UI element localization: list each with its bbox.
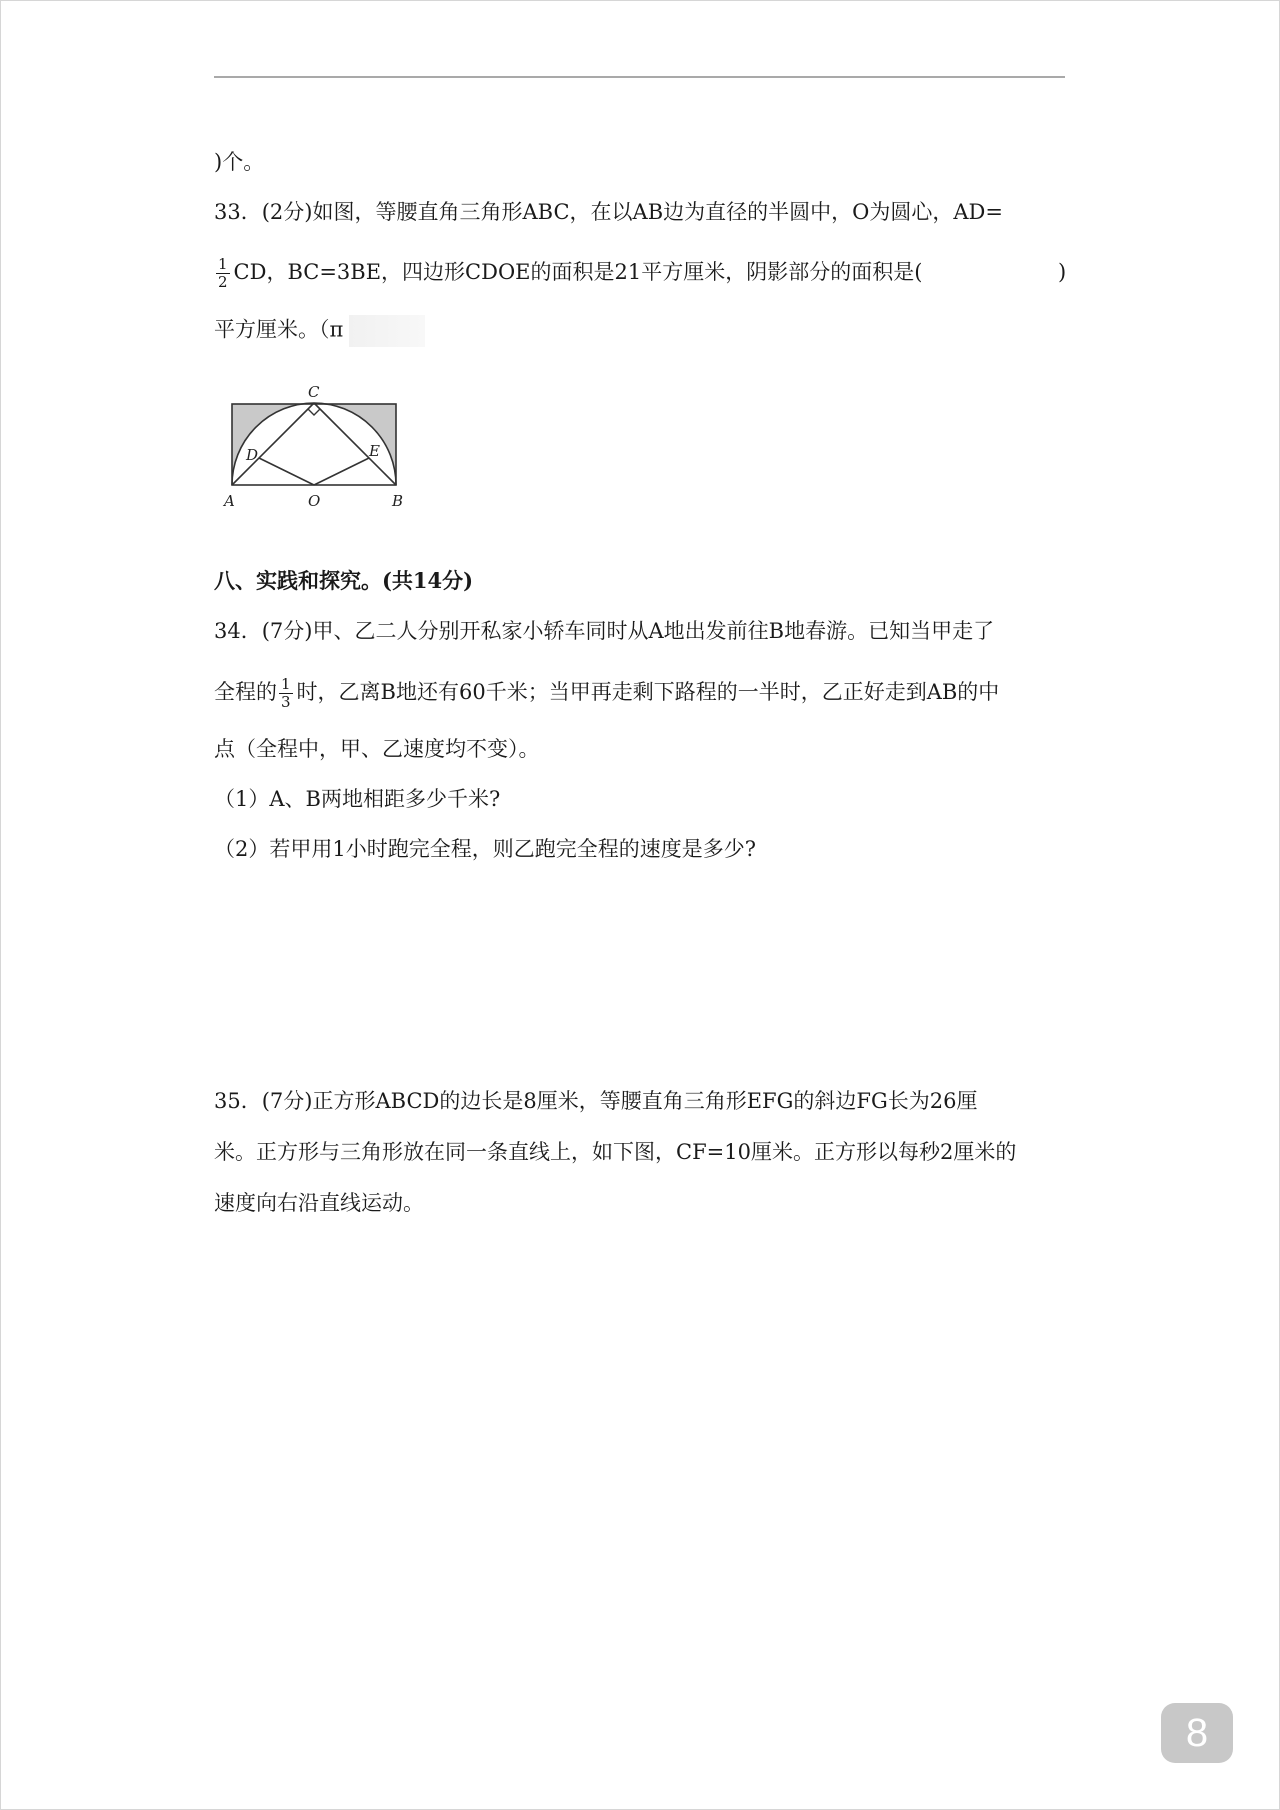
q34-line1: 34．(7分)甲、乙二人分别开私家小轿车同时从A地出发前往B地春游。已知当甲走了 <box>214 619 995 643</box>
fraction-denominator: 2 <box>218 273 228 291</box>
q34-line2-after: 时，乙离B地还有60千米；当甲再走剩下路程的一半时，乙正好走到AB的中 <box>296 680 1000 704</box>
fraction-numerator: 1 <box>218 255 228 273</box>
q33-line2-text: CD，BC=3BE，四边形CDOE的面积是21平方厘米，阴影部分的面积是( <box>233 260 923 284</box>
fraction-denominator: 3 <box>281 693 291 711</box>
label-D: D <box>246 446 259 464</box>
q33-line1: 33．(2分)如图，等腰直角三角形ABC，在以AB边为直径的半圆中，O为圆心，AD= <box>214 200 1003 224</box>
right-angle-mark <box>308 409 320 415</box>
q33-fraction <box>216 256 230 291</box>
redacted-area <box>349 315 425 347</box>
label-O: O <box>308 492 321 510</box>
label-A: A <box>224 492 235 510</box>
q34-sub1: （1）A、B两地相距多少千米? <box>214 787 501 811</box>
q35-line3: 速度向右沿直线运动。 <box>214 1191 424 1215</box>
q33-close-paren: ) <box>1058 260 1067 284</box>
page-number-badge: 8 <box>1161 1703 1233 1763</box>
top-fragment: )个。 <box>214 150 265 174</box>
q35-line2: 米。正方形与三角形放在同一条直线上，如下图，CF=10厘米。正方形以每秒2厘米的 <box>214 1140 1017 1164</box>
q34-line2-before: 全程的 <box>214 680 277 704</box>
segment-OE <box>314 458 369 485</box>
header-rule <box>214 76 1065 78</box>
label-E: E <box>369 442 380 460</box>
label-C: C <box>308 383 320 401</box>
q33-line3-text: 平方厘米。（π <box>214 317 344 342</box>
q33-figure <box>222 380 412 515</box>
q34-fraction <box>279 676 293 711</box>
segment-DO <box>259 458 314 485</box>
q34-line3: 点（全程中，甲、乙速度均不变）。 <box>214 737 540 761</box>
q33-line3 <box>214 315 425 347</box>
q34-line2 <box>214 676 999 711</box>
q35-line1: 35．(7分)正方形ABCD的边长是8厘米，等腰直角三角形EFG的斜边FG长为26厘 <box>214 1089 978 1113</box>
q34-sub2: （2）若甲用1小时跑完全程，则乙跑完全程的速度是多少? <box>214 837 756 861</box>
section-8-title: 八、实践和探究。(共14分) <box>214 568 474 593</box>
q33-line2 <box>214 256 922 291</box>
fraction-numerator: 1 <box>281 675 291 693</box>
label-B: B <box>392 492 404 510</box>
